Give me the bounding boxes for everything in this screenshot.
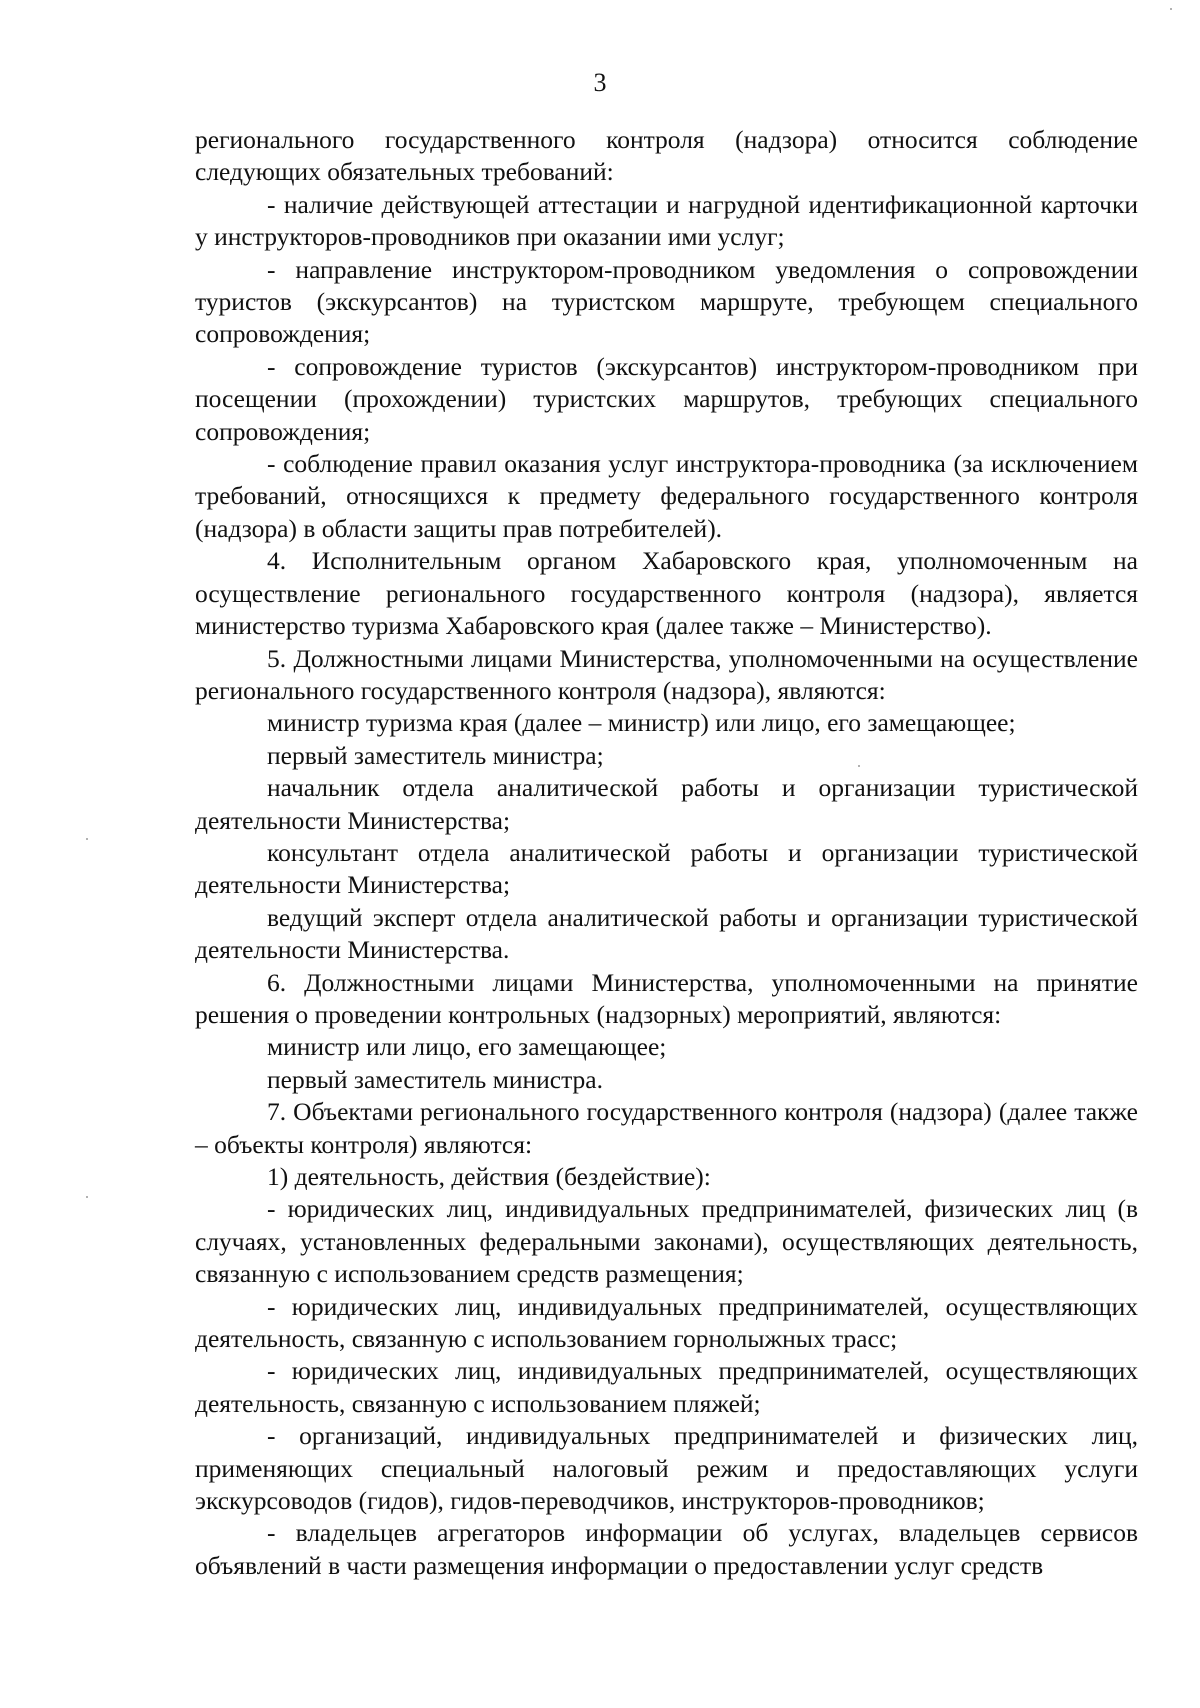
official-lead-expert: ведущий эксперт отдела аналитической работы и организации туристической деятельности Министерства. <box>195 902 1138 965</box>
list-item-beaches: - юридических лиц, индивидуальных предпринимателей, осуществляющих деятельность, связанную с использованием пляжей; <box>195 1356 1138 1418</box>
scan-speck <box>86 838 88 840</box>
official-first-deputy: первый заместитель министра; <box>267 740 604 770</box>
list-item-ski-slopes: - юридических лиц, индивидуальных предпринимателей, осуществляющих деятельность, связанную с использованием горнолыжных трасс; <box>195 1291 1138 1354</box>
clause-5: 5. Должностными лицами Министерства, уполномоченными на осуществление регионального государственного контроля (надзора), являются: <box>195 643 1138 705</box>
list-item-aggregators: - владельцев агрегаторов информации об услугах, владельцев сервисов объявлений в части размещения информации о предоставлении услуг средств <box>195 1518 1138 1580</box>
list-item-accommodation: - юридических лиц, индивидуальных предпринимателей, физических лиц (в случаях, установленных федеральными законами), осуществляющих деятельность, связанную с использованием средств размещения; <box>195 1194 1138 1289</box>
list-item-guides: - организаций, индивидуальных предпринимателей и физических лиц, применяющих специальный налоговый режим и предоставляющих услуги экскурсоводов (гидов), гидов-переводчиков, инструкторов-проводников; <box>195 1421 1138 1516</box>
list-item-notification: - направление инструктором-проводником уведомления о сопровождении туристов (экскурсантов) на туристском маршруте, требующем специального сопровождения; <box>195 254 1138 349</box>
document-body <box>195 124 1138 1582</box>
clause-6: 6. Должностными лицами Министерства, уполномоченными на принятие решения о проведении контрольных (надзорных) мероприятий, являются: <box>195 967 1138 1029</box>
scan-speck <box>86 1196 88 1198</box>
subclause-1: 1) деятельность, действия (бездействие): <box>267 1162 711 1191</box>
scan-speck <box>858 765 860 767</box>
list-item-service-rules: - соблюдение правил оказания услуг инструктора-проводника (за исключением требований, относящихся к предмету федерального государственного контроля (надзора) в области защиты прав потребителей). <box>195 449 1138 543</box>
paragraph-continuation: регионального государственного контроля (надзора) относится соблюдение следующих обязательных требований: <box>195 125 1138 187</box>
list-item-accompaniment: - сопровождение туристов (экскурсантов) инструктором-проводником при посещении (прохождении) туристских маршрутов, требующих специального сопровождения; <box>195 351 1138 446</box>
decision-maker-first-deputy: первый заместитель министра. <box>267 1064 603 1094</box>
official-head-of-department: начальник отдела аналитической работы и организации туристической деятельности Министерства; <box>195 773 1138 835</box>
list-item-attestation: - наличие действующей аттестации и нагрудной идентификационной карточки у инструкторов-проводников при оказании ими услуг; <box>195 189 1138 252</box>
clause-7: 7. Объектами регионального государственного контроля (надзора) (далее также – объекты контроля) являются: <box>195 1097 1138 1159</box>
scan-speck <box>1170 8 1172 10</box>
official-minister: министр туризма края (далее – министр) или лицо, его замещающее; <box>267 708 1016 738</box>
official-consultant: консультант отдела аналитической работы и организации туристической деятельности Министерства; <box>195 837 1138 900</box>
page-number: 3 <box>593 68 607 97</box>
clause-4: 4. Исполнительным органом Хабаровского края, уполномоченным на осуществление регионального государственного контроля (надзора), является министерство туризма Хабаровского края (далее также – Министерство). <box>195 546 1138 641</box>
decision-maker-minister: министр или лицо, его замещающее; <box>267 1032 667 1062</box>
